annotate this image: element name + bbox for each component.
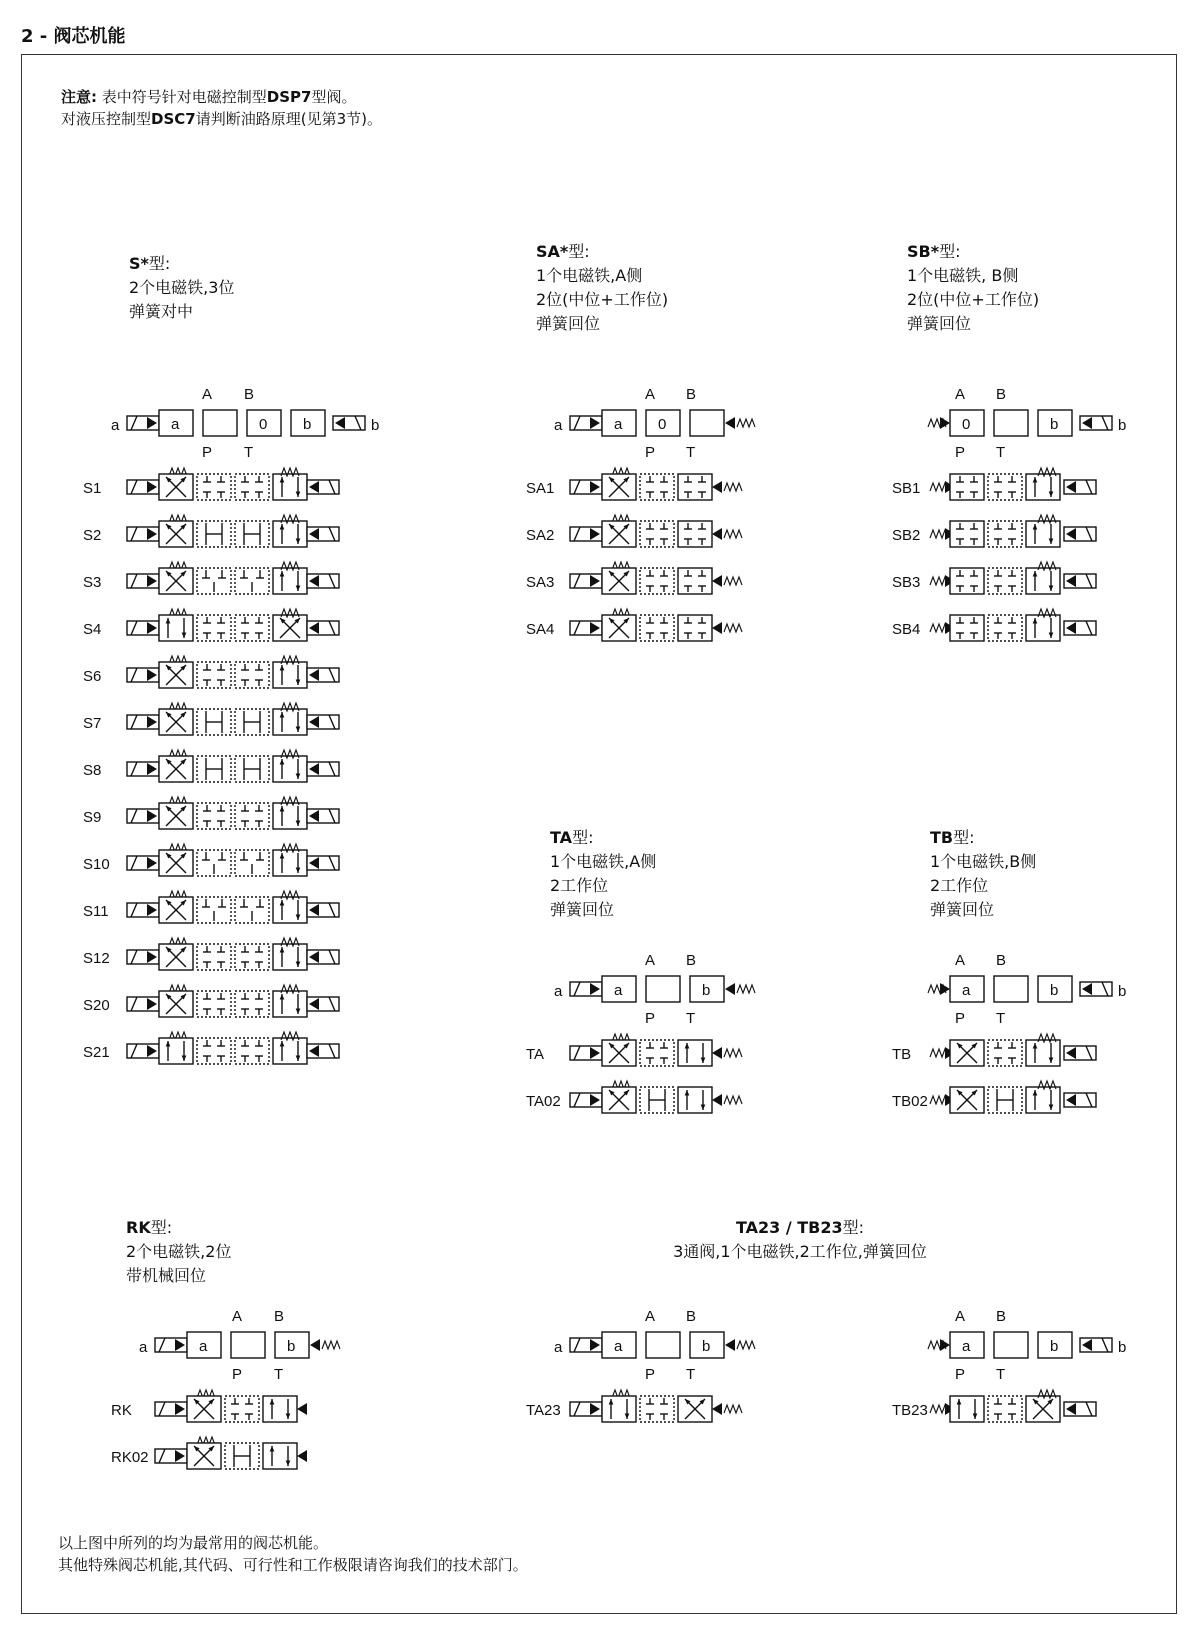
valve-code-label: S1	[83, 480, 102, 497]
port-label-p: P	[232, 1366, 243, 1383]
spring-icon	[724, 1096, 742, 1104]
group-sa-line2: 2位(中位+工作位)	[536, 290, 669, 309]
valve-header-right	[928, 1308, 1126, 1383]
spool-box-b	[273, 897, 307, 923]
valve-header-left	[554, 1308, 755, 1383]
note-line1-a: 表中符号针对电磁控制型	[101, 88, 267, 106]
spool-box-b	[678, 521, 712, 547]
spool-box-center	[988, 521, 1022, 547]
port-label-a: A	[202, 386, 213, 403]
spool-box-a	[159, 1038, 193, 1064]
spool-box-center	[197, 615, 231, 641]
port-label-p: P	[955, 1010, 966, 1027]
spool-box-b	[1026, 568, 1060, 594]
valve-symbol-sa1	[526, 468, 742, 500]
header-box	[231, 1332, 265, 1358]
spring-icon	[724, 483, 742, 491]
group-tb-line3: 弹簧回位	[930, 900, 995, 919]
spool-box-b	[273, 709, 307, 735]
valve-header-left	[139, 1308, 340, 1383]
valve-code-label: SB3	[892, 574, 921, 591]
detent-arrow-icon	[940, 417, 950, 429]
detent-arrow-icon	[940, 1339, 950, 1351]
group-sa-title: SA*	[536, 242, 569, 261]
spool-box-b	[1026, 474, 1060, 500]
spool-box-a	[950, 615, 984, 641]
header-box	[690, 410, 724, 436]
valve-symbol-ta23	[526, 1390, 742, 1422]
note-model-dsp7: DSP7	[266, 88, 312, 106]
side-label-a: a	[554, 1339, 563, 1356]
spool-box-center	[640, 568, 674, 594]
spool-box-b	[273, 756, 307, 782]
valve-symbol-ta	[526, 1034, 742, 1066]
group-ta23-suffix: 型:	[842, 1218, 865, 1237]
port-label-t: T	[686, 1366, 696, 1383]
spool-box-center	[988, 1396, 1022, 1422]
detent-arrow-icon	[712, 1094, 722, 1106]
valve-symbol-sa3	[526, 562, 742, 594]
group-ta23-title: TA23 / TB23	[735, 1218, 843, 1237]
side-label-a: a	[554, 417, 563, 434]
spool-box-center	[235, 615, 269, 641]
port-label-b: B	[244, 386, 255, 403]
spring-icon	[737, 985, 755, 993]
valve-symbol-s1	[83, 468, 339, 500]
side-label-b: b	[1118, 1339, 1127, 1356]
header-box-label: a	[962, 982, 971, 999]
note-line2-c: 请判断油路原理(见第3节)。	[195, 110, 382, 128]
header-box-label: b	[1050, 416, 1059, 433]
valve-symbol-s10	[83, 844, 339, 876]
spool-box-center	[235, 944, 269, 970]
spool-box-center	[225, 1396, 259, 1422]
spool-box-a	[602, 1396, 636, 1422]
valve-code-label: S3	[83, 574, 102, 591]
spool-box-center	[235, 1038, 269, 1064]
valve-symbol-s9	[83, 797, 339, 829]
note-line1-c: 型阀。	[311, 88, 357, 106]
port-label-a: A	[645, 1308, 656, 1325]
spool-box-center	[640, 1040, 674, 1066]
port-label-p: P	[645, 444, 656, 461]
group-rk-title: RK	[126, 1218, 151, 1237]
spool-box-b	[273, 521, 307, 547]
valve-symbol-s4	[83, 609, 339, 641]
group-s-title: S*	[129, 254, 149, 273]
detent-arrow-icon	[725, 983, 735, 995]
port-label-p: P	[955, 444, 966, 461]
valve-code-label: TA	[526, 1046, 545, 1063]
port-label-a: A	[645, 952, 656, 969]
valve-symbol-sb2	[892, 515, 1096, 547]
side-label-a: a	[554, 983, 563, 1000]
valve-code-label: SB1	[892, 480, 921, 497]
group-s-line2: 弹簧对中	[129, 302, 194, 321]
group-ta-line3: 弹簧回位	[550, 900, 615, 919]
port-label-t: T	[244, 444, 254, 461]
valve-symbol-sb4	[892, 609, 1096, 641]
group-rk-line1: 2个电磁铁,2位	[126, 1242, 232, 1261]
valve-code-label: SA3	[526, 574, 555, 591]
spool-box-center	[197, 991, 231, 1017]
valve-code-label: S12	[83, 950, 110, 967]
valve-code-label: TB23	[892, 1402, 928, 1419]
valve-code-label: S2	[83, 527, 102, 544]
group-rk-line2: 带机械回位	[126, 1266, 207, 1285]
valve-code-label: S7	[83, 715, 102, 732]
header-box	[994, 410, 1028, 436]
valve-header-both	[111, 386, 379, 461]
valve-code-label: SB4	[892, 621, 921, 638]
side-label-b: b	[371, 417, 380, 434]
group-tb-line2: 2工作位	[930, 876, 989, 895]
spring-icon	[737, 1341, 755, 1349]
spool-box-b	[273, 803, 307, 829]
footer-line1: 以上图中所列的均为最常用的阀芯机能。	[58, 1534, 329, 1552]
port-label-b: B	[686, 386, 697, 403]
valve-code-label: S4	[83, 621, 102, 638]
spool-box-b	[678, 1040, 712, 1066]
valve-symbol-s3	[83, 562, 339, 594]
valve-symbol-rk02	[111, 1437, 307, 1469]
spool-box-center	[197, 803, 231, 829]
valve-symbol-rk	[111, 1390, 307, 1422]
header-box	[646, 1332, 680, 1358]
group-sb-line2: 2位(中位+工作位)	[907, 290, 1040, 309]
valve-symbol-sb3	[892, 562, 1096, 594]
spool-box-center	[988, 1040, 1022, 1066]
header-box-label: a	[962, 1338, 971, 1355]
valve-code-label: TB02	[892, 1093, 928, 1110]
valve-symbol-s20	[83, 985, 339, 1017]
detent-arrow-icon	[297, 1403, 307, 1415]
valve-code-label: TA23	[526, 1402, 561, 1419]
valve-symbol-s12	[83, 938, 339, 970]
spool-box-b	[273, 1038, 307, 1064]
spool-box-a	[950, 521, 984, 547]
valve-code-label: RK	[111, 1402, 132, 1419]
spring-icon	[737, 419, 755, 427]
side-label-b: b	[1118, 983, 1127, 1000]
spool-box-center	[640, 521, 674, 547]
side-label-a: a	[111, 417, 120, 434]
valve-symbol-sa2	[526, 515, 742, 547]
spool-box-b	[678, 1087, 712, 1113]
port-label-t: T	[274, 1366, 284, 1383]
group-s-line1: 2个电磁铁,3位	[129, 278, 235, 297]
port-label-p: P	[202, 444, 213, 461]
header-box-label: a	[199, 1338, 208, 1355]
group-sb-suffix: 型:	[939, 242, 961, 261]
header-box-label: a	[614, 1338, 623, 1355]
valve-symbol-s8	[83, 750, 339, 782]
port-label-t: T	[996, 444, 1006, 461]
spool-box-center	[640, 1396, 674, 1422]
section-title: 2 - 阀芯机能	[21, 26, 126, 47]
valve-code-label: SA2	[526, 527, 555, 544]
spool-box-center	[235, 803, 269, 829]
port-label-p: P	[955, 1366, 966, 1383]
valve-header-left	[554, 386, 755, 461]
detent-arrow-icon	[310, 1339, 320, 1351]
side-label-a: a	[139, 1339, 148, 1356]
detent-arrow-icon	[725, 1339, 735, 1351]
spool-box-b	[678, 568, 712, 594]
spring-icon	[724, 1405, 742, 1413]
group-sb-line3: 弹簧回位	[907, 314, 972, 333]
port-label-t: T	[996, 1010, 1006, 1027]
spool-box-center	[640, 615, 674, 641]
port-label-t: T	[686, 444, 696, 461]
spool-box-center	[640, 474, 674, 500]
header-box	[994, 976, 1028, 1002]
header-box-label: 0	[658, 416, 667, 433]
group-s-suffix: 型:	[148, 254, 171, 273]
valve-code-label: TB	[892, 1046, 912, 1063]
valve-symbol-s6	[83, 656, 339, 688]
spool-box-b	[263, 1396, 297, 1422]
spring-icon	[724, 530, 742, 538]
detent-arrow-icon	[712, 1403, 722, 1415]
header-box	[994, 1332, 1028, 1358]
detent-arrow-icon	[297, 1450, 307, 1462]
spool-box-center	[988, 615, 1022, 641]
spool-box-center	[235, 474, 269, 500]
group-sb-title: SB*	[907, 242, 940, 261]
port-label-p: P	[645, 1010, 656, 1027]
header-box-label: a	[614, 982, 623, 999]
spool-box-a	[950, 1396, 984, 1422]
group-ta-suffix: 型:	[572, 828, 594, 847]
valve-code-label: TA02	[526, 1093, 561, 1110]
valve-code-label: RK02	[111, 1449, 149, 1466]
spool-box-a	[950, 568, 984, 594]
spool-box-center	[235, 991, 269, 1017]
port-label-b: B	[996, 952, 1007, 969]
valve-symbol-s2	[83, 515, 339, 547]
header-box-label: b	[287, 1338, 296, 1355]
group-sa-line1: 1个电磁铁,A侧	[536, 266, 643, 285]
header-box-label: b	[303, 416, 312, 433]
spool-box-center	[988, 568, 1022, 594]
spool-box-a	[950, 474, 984, 500]
header-box-label: 0	[962, 416, 971, 433]
valve-code-label: S21	[83, 1044, 110, 1061]
spool-box-b	[273, 474, 307, 500]
valve-symbol-tb23	[892, 1390, 1096, 1422]
port-label-t: T	[996, 1366, 1006, 1383]
spool-box-b	[273, 991, 307, 1017]
detent-arrow-icon	[725, 417, 735, 429]
port-label-a: A	[232, 1308, 243, 1325]
port-label-p: P	[645, 1366, 656, 1383]
footer-note	[58, 1532, 528, 1576]
port-label-b: B	[996, 1308, 1007, 1325]
spool-box-b	[1026, 615, 1060, 641]
port-label-a: A	[645, 386, 656, 403]
spool-box-center	[235, 662, 269, 688]
header-box-label: b	[1050, 1338, 1059, 1355]
header-box-label: a	[171, 416, 180, 433]
valve-symbol-s21	[83, 1032, 339, 1064]
valve-symbol-s11	[83, 891, 339, 923]
group-tb-line1: 1个电磁铁,B侧	[930, 852, 1037, 871]
group-sa-suffix: 型:	[568, 242, 590, 261]
group-rk-suffix: 型:	[150, 1218, 173, 1237]
group-sb-line1: 1个电磁铁, B侧	[907, 266, 1019, 285]
valve-code-label: SA4	[526, 621, 555, 638]
header-box-label: a	[614, 416, 623, 433]
group-sa-line3: 弹簧回位	[536, 314, 601, 333]
detent-arrow-icon	[712, 622, 722, 634]
group-tb-title: TB	[930, 828, 954, 847]
spool-box-b	[273, 568, 307, 594]
valve-code-label: SB2	[892, 527, 921, 544]
spring-icon	[724, 1049, 742, 1057]
detent-arrow-icon	[712, 481, 722, 493]
detent-arrow-icon	[712, 528, 722, 540]
spool-box-b	[1026, 521, 1060, 547]
footer-line2: 其他特殊阀芯机能,其代码、可行性和工作极限请咨询我们的技术部门。	[58, 1556, 528, 1574]
spool-box-center	[197, 474, 231, 500]
port-label-a: A	[955, 1308, 966, 1325]
header-box-label: b	[702, 982, 711, 999]
spool-box-b	[678, 615, 712, 641]
spool-box-center	[197, 944, 231, 970]
header-box	[646, 976, 680, 1002]
note-line2-a: 对液压控制型	[61, 110, 152, 128]
header-box-label: 0	[259, 416, 268, 433]
port-label-b: B	[686, 1308, 697, 1325]
note-label: 注意:	[61, 88, 97, 106]
group-tb-suffix: 型:	[953, 828, 975, 847]
port-label-a: A	[955, 952, 966, 969]
header-box-label: b	[1050, 982, 1059, 999]
note-model-dsc7: DSC7	[151, 110, 196, 128]
valve-code-label: S9	[83, 809, 102, 826]
spool-box-a	[159, 615, 193, 641]
spool-box-center	[988, 474, 1022, 500]
spool-box-b	[263, 1443, 297, 1469]
valve-code-label: SA1	[526, 480, 555, 497]
spring-icon	[724, 624, 742, 632]
spool-box-b	[1026, 1087, 1060, 1113]
valve-symbol-sa4	[526, 609, 742, 641]
spool-box-b	[273, 944, 307, 970]
spool-box-b	[1026, 1040, 1060, 1066]
group-ta-title: TA	[550, 828, 573, 847]
detent-arrow-icon	[712, 1047, 722, 1059]
port-label-b: B	[686, 952, 697, 969]
spool-box-b	[678, 474, 712, 500]
valve-symbol-sb1	[892, 468, 1096, 500]
port-label-b: B	[274, 1308, 285, 1325]
port-label-a: A	[955, 386, 966, 403]
spring-icon	[724, 577, 742, 585]
spool-box-center	[197, 662, 231, 688]
valve-header-left	[554, 952, 755, 1027]
spool-box-center	[197, 1038, 231, 1064]
header-box-label: b	[702, 1338, 711, 1355]
valve-header-right	[928, 386, 1126, 461]
port-label-b: B	[996, 386, 1007, 403]
detent-arrow-icon	[712, 575, 722, 587]
group-ta23-line1: 3通阀,1个电磁铁,2工作位,弹簧回位	[673, 1242, 927, 1261]
valve-header-right	[928, 952, 1126, 1027]
header-box	[203, 410, 237, 436]
valve-symbol-tb02	[892, 1081, 1096, 1113]
spool-box-b	[273, 662, 307, 688]
port-label-t: T	[686, 1010, 696, 1027]
valve-code-label: S10	[83, 856, 110, 873]
side-label-b: b	[1118, 417, 1127, 434]
spool-box-b	[273, 850, 307, 876]
group-ta-line2: 2工作位	[550, 876, 609, 895]
valve-code-label: S11	[83, 903, 109, 920]
detent-arrow-icon	[940, 983, 950, 995]
spring-icon	[322, 1341, 340, 1349]
group-ta-line1: 1个电磁铁,A侧	[550, 852, 657, 871]
valve-symbol-s7	[83, 703, 339, 735]
valve-symbol-ta02	[526, 1081, 742, 1113]
valve-code-label: S20	[83, 997, 110, 1014]
valve-code-label: S6	[83, 668, 102, 685]
valve-code-label: S8	[83, 762, 102, 779]
valve-symbol-tb	[892, 1034, 1096, 1066]
